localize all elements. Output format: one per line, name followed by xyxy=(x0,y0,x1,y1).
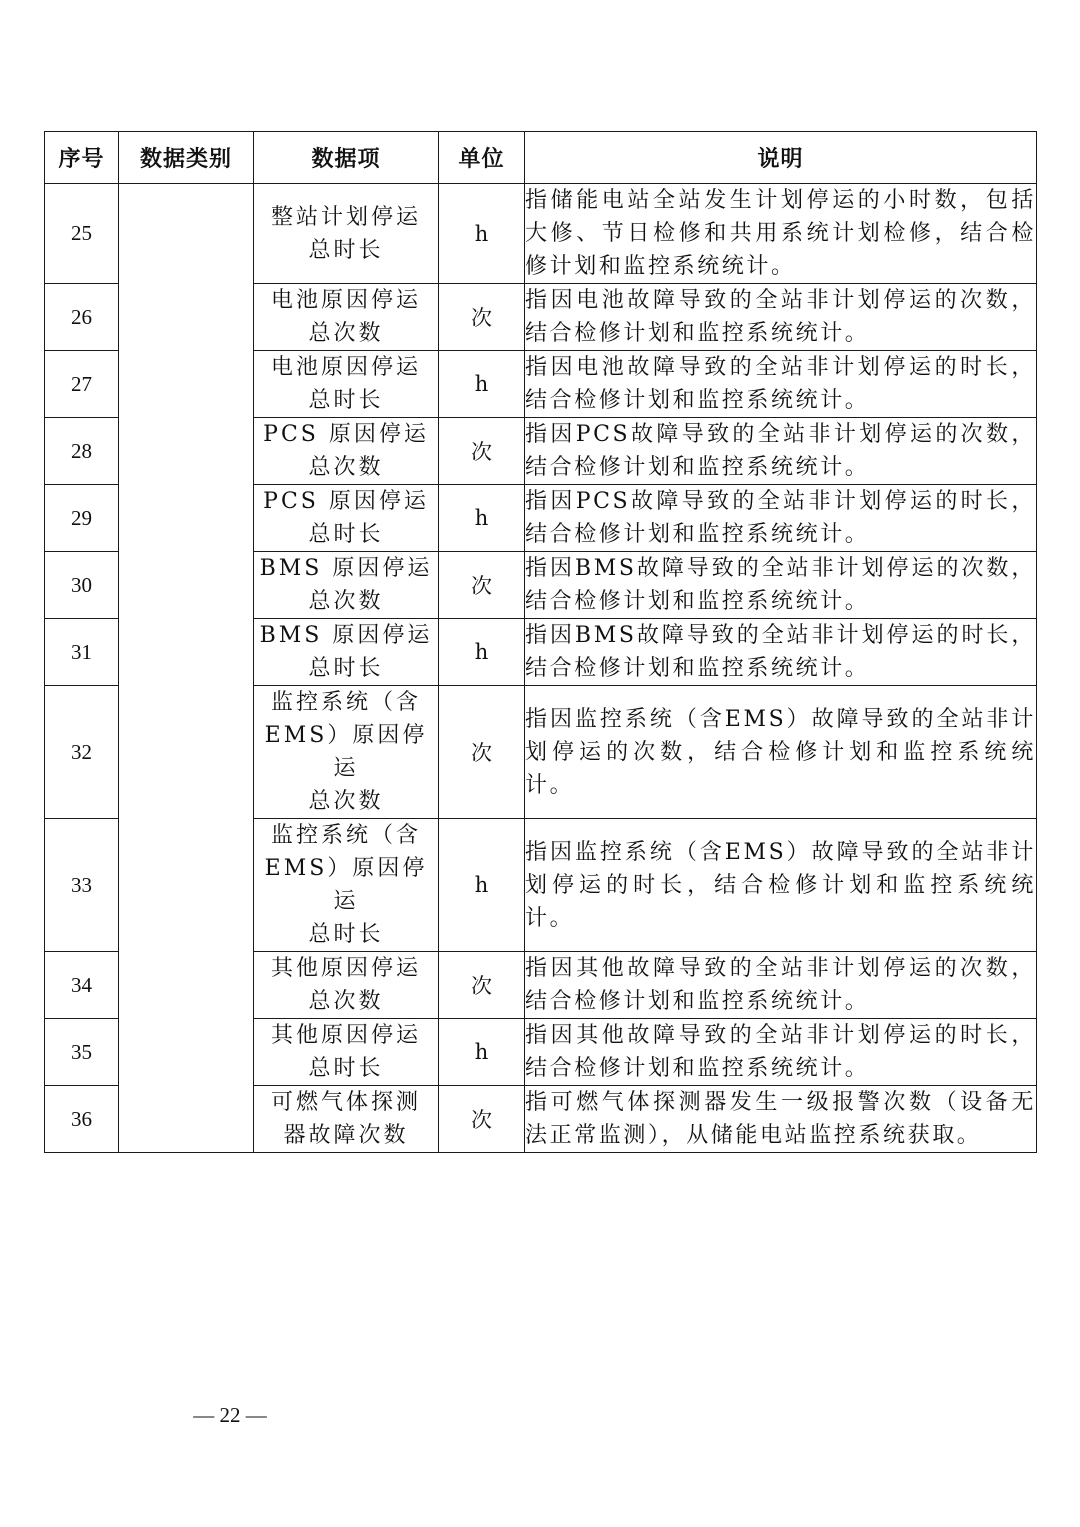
data-item xyxy=(254,351,439,418)
data-item xyxy=(254,418,439,485)
data-item-line-3: 总次数 xyxy=(308,789,384,814)
row-number: 30 xyxy=(45,552,119,619)
row-number: 36 xyxy=(45,1086,119,1153)
data-item xyxy=(254,1019,439,1086)
row-number: 32 xyxy=(45,686,119,819)
description: 指可燃气体探测器发生一级报警次数（设备无法正常监测），从储能电站监控系统获取。 xyxy=(525,1086,1037,1153)
data-item-line-1: BMS 原因停运 xyxy=(259,556,433,581)
data-item-line-2: EMS）原因停运 xyxy=(264,723,428,781)
data-item-line-1: PCS 原因停运 xyxy=(263,489,429,514)
data-item xyxy=(254,952,439,1019)
data-item xyxy=(254,284,439,351)
unit: h xyxy=(439,619,525,686)
row-number: 27 xyxy=(45,351,119,418)
data-item-line-1: 其他原因停运 xyxy=(270,956,421,981)
data-item xyxy=(254,819,439,952)
data-table xyxy=(44,131,1037,1153)
description: 指因监控系统（含EMS）故障导致的全站非计划停运的次数，结合检修计划和监控系统统计。 xyxy=(525,686,1037,819)
unit: h xyxy=(439,351,525,418)
description: 指因电池故障导致的全站非计划停运的次数，结合检修计划和监控系统统计。 xyxy=(525,284,1037,351)
unit: h xyxy=(439,1019,525,1086)
unit: h xyxy=(439,184,525,284)
data-item-line-1: 监控系统（含 xyxy=(270,690,421,715)
unit: 次 xyxy=(439,552,525,619)
data-item-line-2: 总次数 xyxy=(308,989,384,1014)
header-unit: 单位 xyxy=(439,132,525,184)
description: 指因PCS故障导致的全站非计划停运的次数，结合检修计划和监控系统统计。 xyxy=(525,418,1037,485)
unit: h xyxy=(439,819,525,952)
data-item-line-3: 总时长 xyxy=(308,922,384,947)
header-item: 数据项 xyxy=(254,132,439,184)
unit: 次 xyxy=(439,418,525,485)
unit: h xyxy=(439,485,525,552)
data-item-line-2: 总次数 xyxy=(308,455,384,480)
unit: 次 xyxy=(439,686,525,819)
description: 指因BMS故障导致的全站非计划停运的次数，结合检修计划和监控系统统计。 xyxy=(525,552,1037,619)
data-item xyxy=(254,485,439,552)
header-category: 数据类别 xyxy=(119,132,254,184)
row-number: 31 xyxy=(45,619,119,686)
row-number: 25 xyxy=(45,184,119,284)
data-item-line-1: 整站计划停运 xyxy=(270,204,421,230)
unit: 次 xyxy=(439,284,525,351)
data-item-line-2: 总次数 xyxy=(308,589,384,614)
description: 指因PCS故障导致的全站非计划停运的时长，结合检修计划和监控系统统计。 xyxy=(525,485,1037,552)
row-number: 35 xyxy=(45,1019,119,1086)
header-no: 序号 xyxy=(45,132,119,184)
table-row xyxy=(45,184,1037,284)
description: 指因其他故障导致的全站非计划停运的次数，结合检修计划和监控系统统计。 xyxy=(525,952,1037,1019)
unit: 次 xyxy=(439,1086,525,1153)
data-item-line-1: 电池原因停运 xyxy=(270,355,421,380)
data-item xyxy=(254,184,439,284)
row-number: 34 xyxy=(45,952,119,1019)
data-item xyxy=(254,619,439,686)
description: 指因电池故障导致的全站非计划停运的时长，结合检修计划和监控系统统计。 xyxy=(525,351,1037,418)
data-item-line-1: 可燃气体探测 xyxy=(270,1090,421,1115)
description: 指因监控系统（含EMS）故障导致的全站非计划停运的时长，结合检修计划和监控系统统计。 xyxy=(525,819,1037,952)
data-item-line-1: BMS 原因停运 xyxy=(259,623,433,648)
unit: 次 xyxy=(439,952,525,1019)
data-item-line-2: 总次数 xyxy=(308,321,384,346)
row-number: 29 xyxy=(45,485,119,552)
data-item-line-2: EMS）原因停运 xyxy=(264,856,428,914)
data-item-line-2: 总时长 xyxy=(308,656,384,681)
data-item-line-1: 其他原因停运 xyxy=(270,1023,421,1048)
page-number: — 22 — xyxy=(193,1403,267,1427)
data-item-line-1: PCS 原因停运 xyxy=(263,422,429,447)
row-number: 26 xyxy=(45,284,119,351)
data-item-line-2: 总时长 xyxy=(308,522,384,547)
data-item xyxy=(254,1086,439,1153)
row-number: 28 xyxy=(45,418,119,485)
data-item-line-2: 器故障次数 xyxy=(283,1123,409,1148)
data-item-line-2: 总时长 xyxy=(308,1056,384,1081)
row-number: 33 xyxy=(45,819,119,952)
data-item-line-2: 总时长 xyxy=(308,388,384,413)
description: 指储能电站全站发生计划停运的小时数，包括大修、节日检修和共用系统计划检修，结合检修计划和监控系统统计。 xyxy=(525,184,1037,284)
description: 指因BMS故障导致的全站非计划停运的时长，结合检修计划和监控系统统计。 xyxy=(525,619,1037,686)
data-category-cell xyxy=(119,184,254,1153)
table-header-row xyxy=(45,132,1037,184)
description: 指因其他故障导致的全站非计划停运的时长，结合检修计划和监控系统统计。 xyxy=(525,1019,1037,1086)
header-description: 说明 xyxy=(525,132,1037,184)
data-item-line-1: 监控系统（含 xyxy=(270,823,421,848)
data-item-line-2: 总时长 xyxy=(308,237,384,263)
data-item-line-1: 电池原因停运 xyxy=(270,288,421,313)
data-item xyxy=(254,552,439,619)
data-item xyxy=(254,686,439,819)
